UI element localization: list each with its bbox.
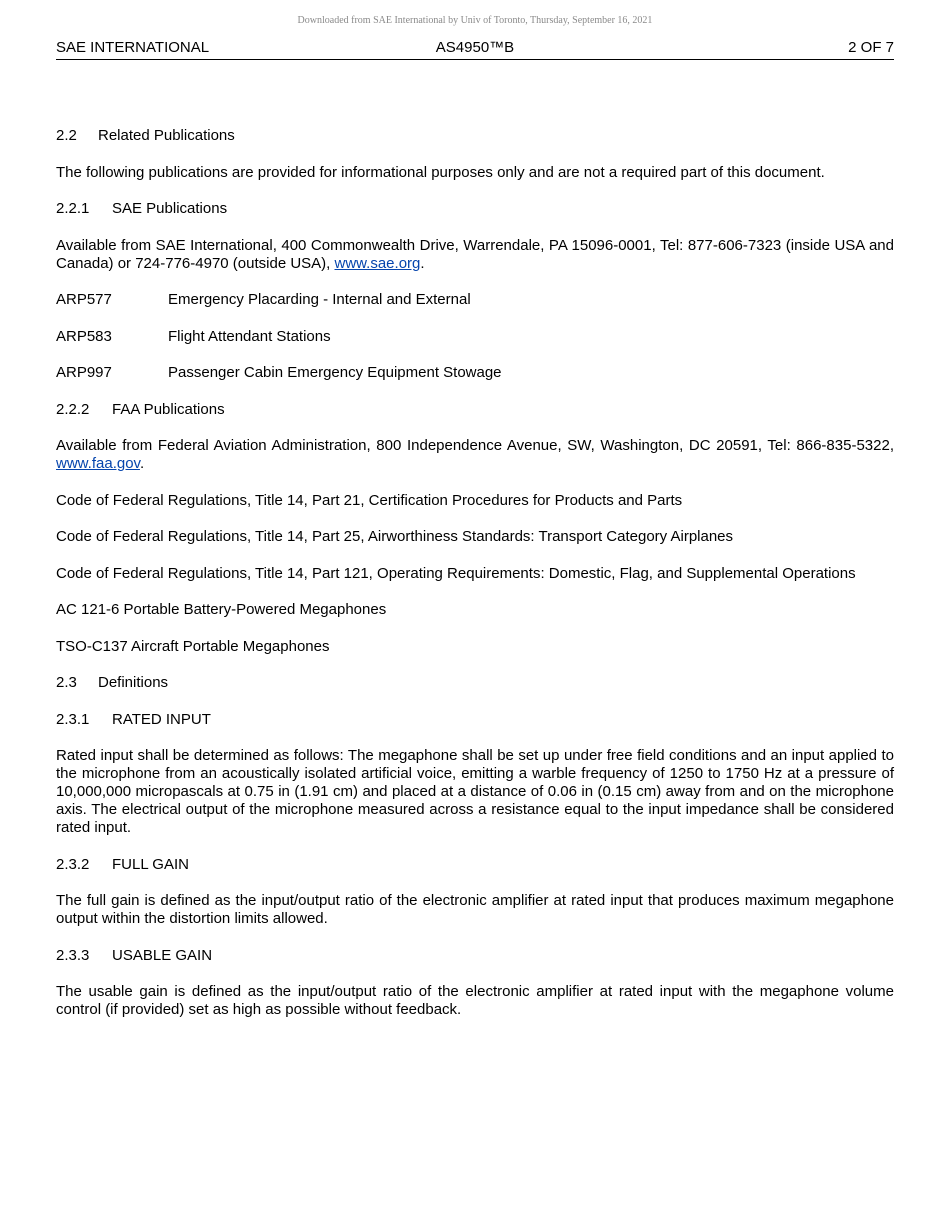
reference-title: Flight Attendant Stations [168,327,331,345]
section-number: 2.2.2 [56,400,90,418]
reference-row [56,328,894,346]
reference-row [56,291,894,309]
reference-title: Emergency Placarding - Internal and External [168,291,471,308]
sae-website-link[interactable]: www.sae.org [334,254,421,272]
paragraph-sae-availability [56,237,894,273]
section-title: USABLE GAIN [112,946,213,964]
section-title: RATED INPUT [112,710,211,728]
heading-2-2 [56,127,894,145]
section-number: 2.3 [56,674,77,691]
paragraph-faa-availability [56,437,894,473]
document-body [56,127,894,1038]
header-doc-id: AS4950™B [435,39,515,56]
section-number: 2.3.2 [56,855,90,873]
paragraph-rated-input: Rated input shall be determined as follows: The megaphone shall be set up under free field conditions and an input applied to the microphone from an acoustically isolated artificial voice, emitting a warble frequency of 1250 to 1750 Hz at a pressure of 10,000,000 micropascals at 0.75 in (1.91 cm) and placed at a distance of 0.06 in (0.15 cm) away from and on the microphone axis. The electrical output of the microphone measured across a resistance equal to the input impedance shall be considered rated input. [56,747,894,836]
availability-text: Available from Federal Aviation Administration, 800 Independence Avenue, SW, Washington, DC 20591, Tel: 866-835-5322, [56,437,894,454]
heading-2-2-2 [56,401,894,419]
section-title: Related Publications [98,127,235,144]
download-watermark: Downloaded from SAE International by Univ of Toronto, Thursday, September 16, 2021 [297,15,653,26]
availability-suffix: . [139,455,145,472]
availability-suffix: . [420,254,425,272]
heading-2-3-3 [56,947,894,965]
availability-text: Available from SAE International, 400 Commonwealth Drive, Warrendale, PA 15096-0001, Tel: 877-606-7323 (inside USA and Canada) or 724-776-4970 (outside USA), [56,236,894,272]
header-page-number: 2 OF 7 [848,39,894,56]
section-number: 2.2.1 [56,200,90,217]
reference-title: Passenger Cabin Emergency Equipment Stowage [168,364,502,381]
heading-2-3-1 [56,711,894,729]
page-header [56,38,894,60]
faa-reference-item: TSO-C137 Aircraft Portable Megaphones [56,637,330,655]
heading-2-3-2 [56,856,894,874]
faa-reference-item: Code of Federal Regulations, Title 14, Part 121, Operating Requirements: Domestic, Flag, and Supplemental Operations [56,564,856,582]
header-org: SAE INTERNATIONAL [56,39,210,56]
section-title: Definitions [98,674,169,691]
reference-row [56,364,894,382]
reference-code: ARP997 [56,364,112,381]
paragraph-full-gain: The full gain is defined as the input/output ratio of the electronic amplifier at rated input that produces maximum megaphone output within the distortion limits allowed. [56,892,894,927]
heading-2-3 [56,674,894,692]
reference-code: ARP583 [56,327,112,345]
faa-reference-item: Code of Federal Regulations, Title 14, Part 21, Certification Procedures for Products and Parts [56,491,683,509]
section-title: FULL GAIN [112,855,189,873]
faa-reference-item: AC 121-6 Portable Battery-Powered Megaphones [56,601,387,618]
section-number: 2.2 [56,127,77,144]
paragraph-related-publications: The following publications are provided for informational purposes only and are not a required part of this document. [56,163,825,181]
faa-website-link[interactable]: www.faa.gov [56,455,140,472]
heading-2-2-1 [56,200,894,218]
reference-code: ARP577 [56,291,112,308]
section-title: FAA Publications [112,400,225,418]
section-title: SAE Publications [112,200,228,217]
faa-reference-item: Code of Federal Regulations, Title 14, Part 25, Airworthiness Standards: Transport Category Airplanes [56,528,734,545]
paragraph-usable-gain: The usable gain is defined as the input/output ratio of the electronic amplifier at rated input with the megaphone volume control (if provided) set as high as possible without feedback. [56,983,894,1018]
section-number: 2.3.1 [56,710,90,728]
section-number: 2.3.3 [56,946,90,964]
